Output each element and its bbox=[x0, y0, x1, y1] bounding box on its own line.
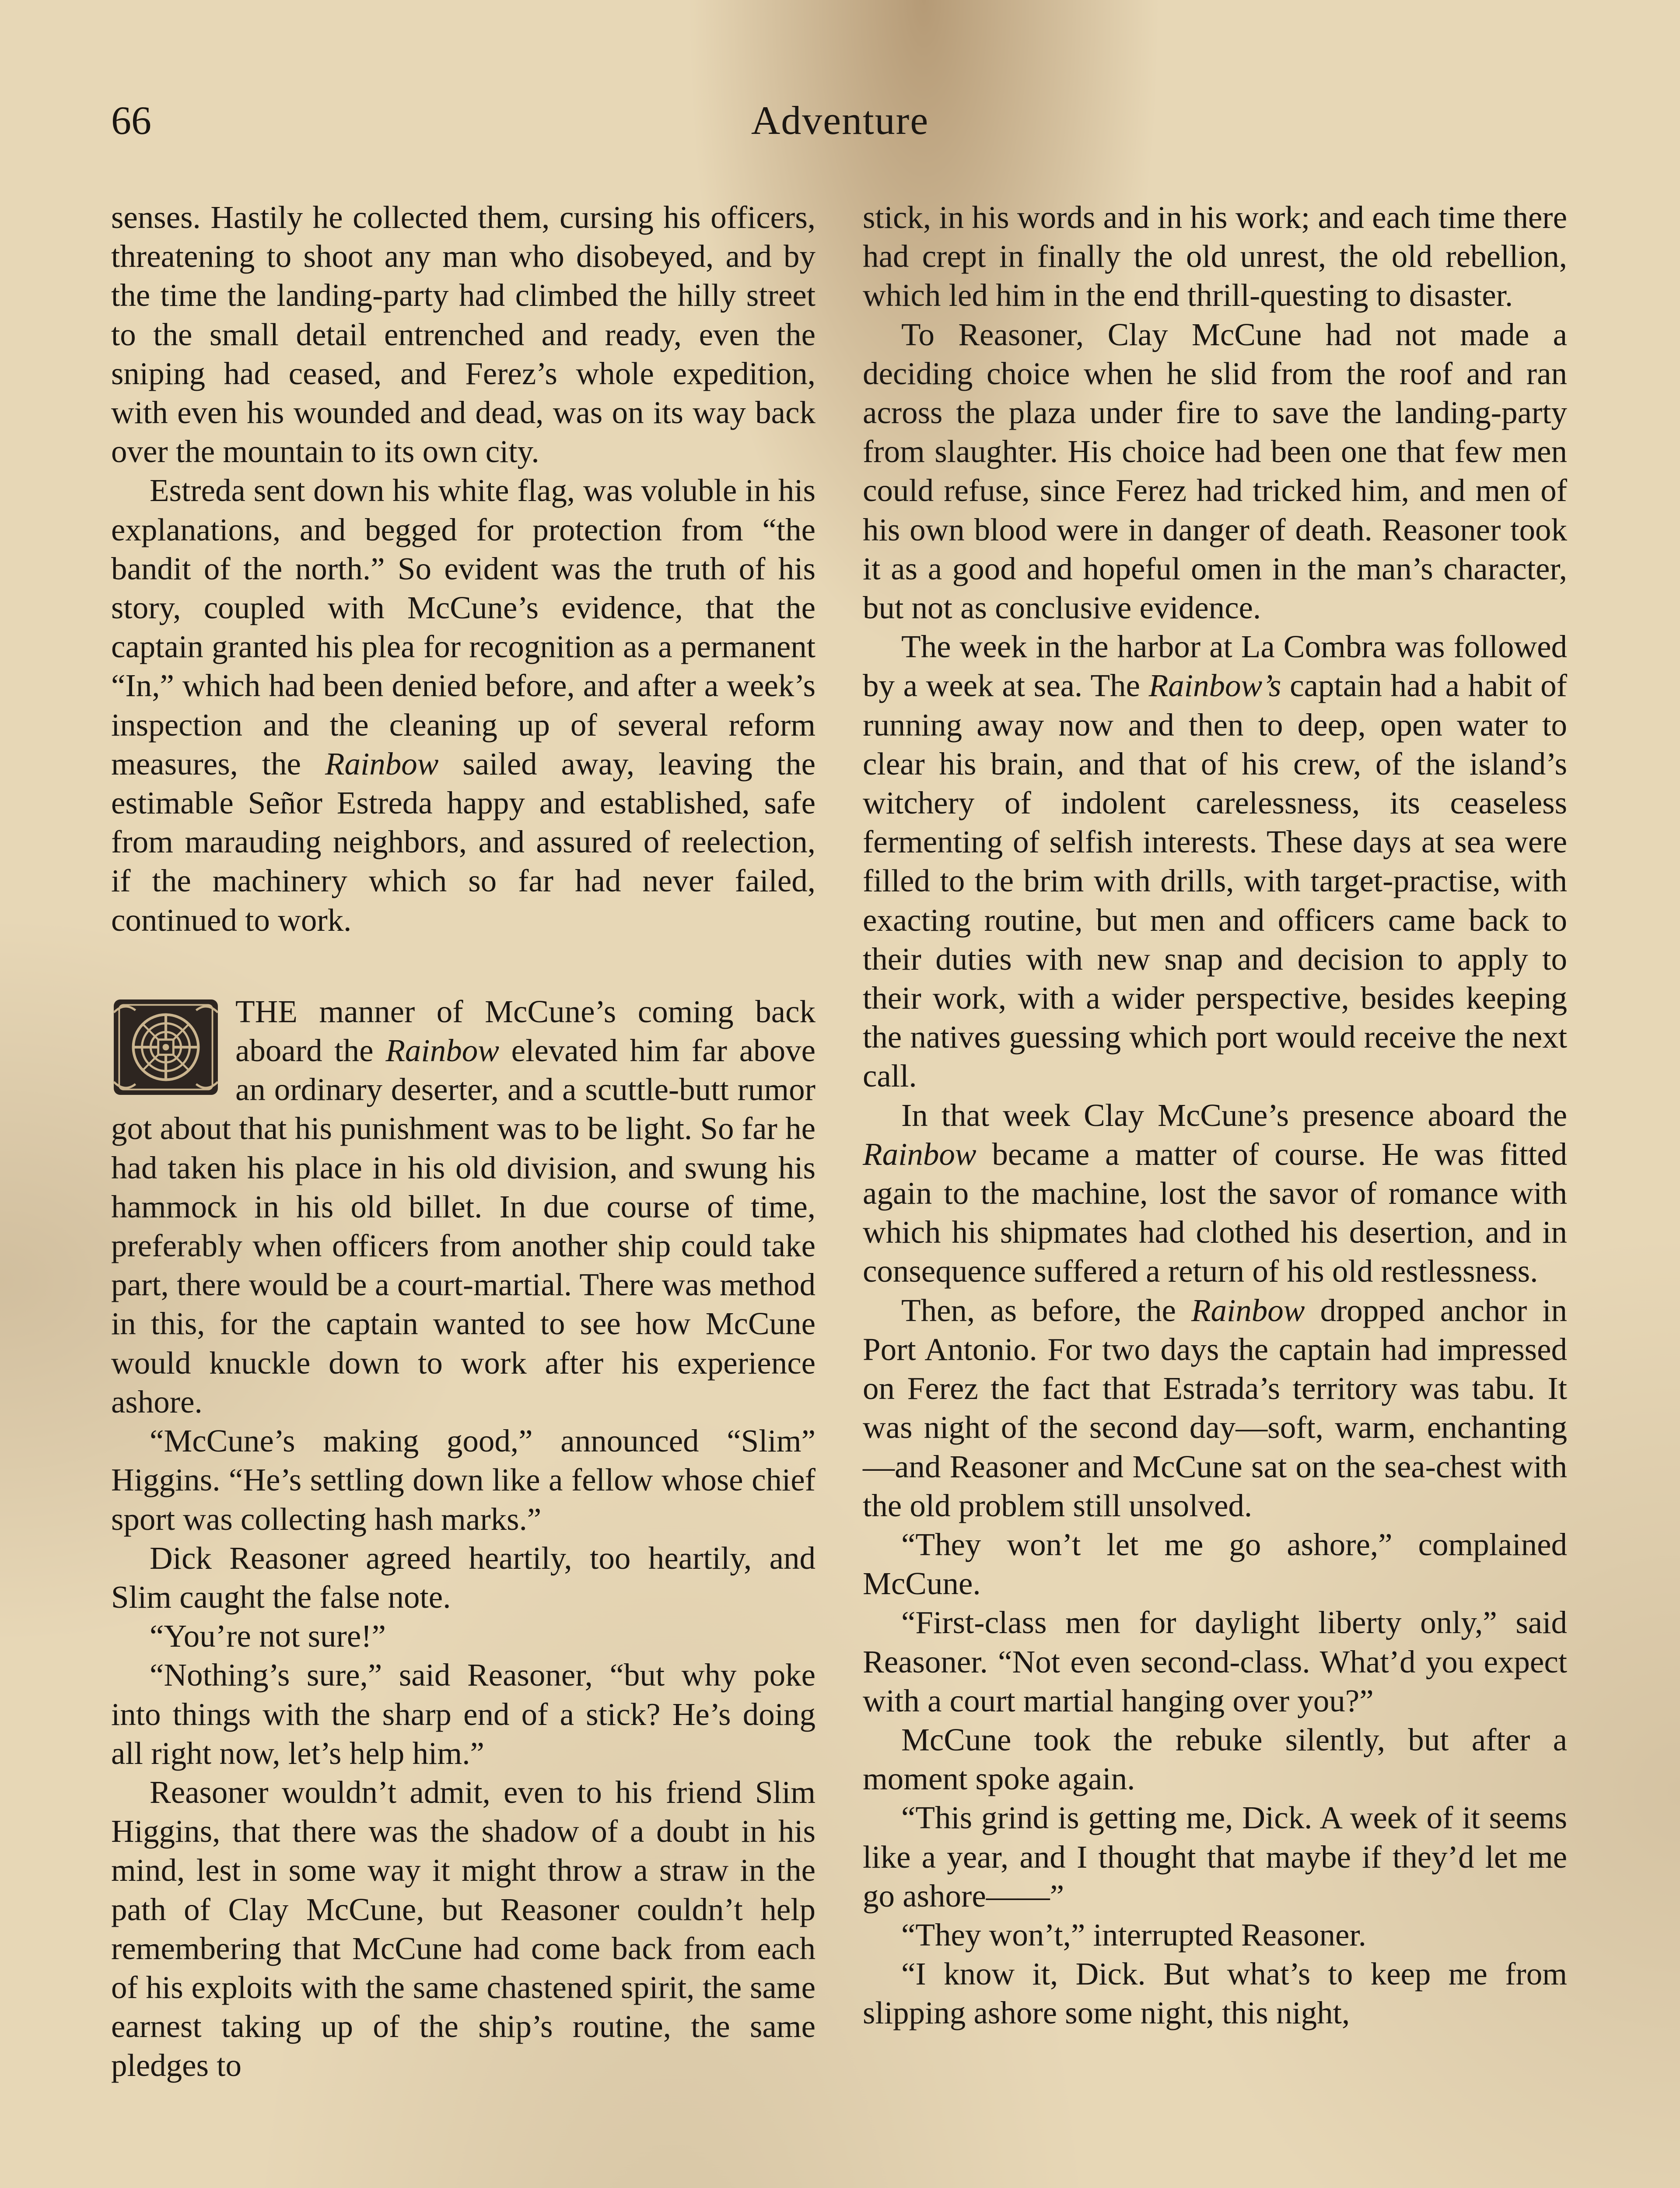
section-break bbox=[111, 940, 816, 992]
page-header bbox=[111, 94, 1569, 147]
paragraph: In that week Clay McCune’s presence aboard the Rainbow became a matter of course. He was fitted again to the machine, lost the savor of romance with which his shipmates had clothed his desertion, and in consequence suffered a return of his old restlessness. bbox=[863, 1097, 1568, 1289]
ship-name: Rainbow bbox=[385, 1033, 499, 1069]
paragraph: “They won’t let me go ashore,” complained McCune. bbox=[863, 1526, 1567, 1602]
ship-name: Rainbow bbox=[863, 1136, 976, 1172]
paragraph: Estreda sent down his white flag, was voluble in his explanations, and begged for protection from “the bandit of the north.” So evident was the truth of his story, coupled with McCune’s evidence, that the captain granted his plea for recognition as a permanent “In,” which had been denied before, and after a week’s inspection and the cleaning up of several reform measures, the Rainbow sailed away, leaving the estimable Señor Estreda happy and established, safe from marauding neighbors, and assured of reelection, if the machinery which so far had never failed, continued to work. bbox=[111, 473, 816, 938]
running-title: Adventure bbox=[751, 98, 929, 143]
paragraph: senses. Hastily he collected them, cursing his officers, threatening to shoot any man who disobeyed, and by the time the landing-party had climbed the hilly street to the small detail entrenched and ready, even the sniping had ceased, and Ferez’s whole expedition, with even his wounded and dead, was on its way back over the mountain to its own city. bbox=[111, 200, 816, 470]
ship-name: Rainbow bbox=[1191, 1292, 1305, 1328]
paragraph: Then, as before, the Rainbow dropped anchor in Port Antonio. For two days the captain had impressed on Ferez the fact that Estrada’s territory was tabu. It was night of the second day—soft, warm, enchanting—and Reasoner and McCune sat on the sea-chest with the old problem still unsolved. bbox=[863, 1292, 1568, 1523]
right-column bbox=[863, 198, 1567, 2033]
paragraph: “This grind is getting me, Dick. A week of it seems like a year, and I thought that maybe if they’d let me go ashore——” bbox=[863, 1800, 1567, 1914]
left-column bbox=[111, 198, 816, 2085]
paragraph: stick, in his words and in his work; and each time there had crept in finally the old unrest, the old rebellion, which led him in the end thrill-questing to disaster. bbox=[863, 200, 1567, 313]
paragraph: “I know it, Dick. But what’s to keep me from slipping ashore some night, this night, bbox=[863, 1956, 1567, 2031]
paragraph: “You’re not sure!” bbox=[150, 1618, 386, 1654]
paragraph: “Nothing’s sure,” said Reasoner, “but why poke into things with the sharp end of a stick? He’s doing all right now, let’s help him.” bbox=[111, 1657, 816, 1771]
paragraph: THE manner of McCune’s coming back aboard the Rainbow elevated him far above an ordinary deserter, and a scuttle-butt rumor got about that his punishment was to be light. So far he had taken his place in his old division, and swung his hammock in his old billet. In due course of time, preferably when officers from another ship could take part, there would be a court-martial. There was method in this, for the captain wanted to see how McCune would knuckle down to work after his experience ashore. bbox=[111, 993, 816, 1420]
page-number: 66 bbox=[111, 98, 151, 143]
paragraph: McCune took the rebuke silently, but after a moment spoke again. bbox=[863, 1722, 1567, 1797]
paragraph: The week in the harbor at La Combra was followed by a week at sea. The Rainbow’s captain had a habit of running away now and then to deep, open water to clear his brain, and that of his crew, of the island’s witchery of indolent carelessness, its ceaseless fermenting of selfish interests. These days at sea were filled to the brim with drills, with target-practise, with exacting routine, but men and officers came back to their duties with new snap and decision to apply to their work, with a wider perspective, besides keeping the natives guessing which port would receive the next call. bbox=[863, 629, 1567, 1094]
paragraph: Dick Reasoner agreed heartily, too heartily, and Slim caught the false note. bbox=[111, 1540, 816, 1615]
paragraph: “They won’t,” interrupted Reasoner. bbox=[901, 1917, 1366, 1953]
ship-name: Rainbow’s bbox=[1148, 668, 1281, 704]
paragraph: “McCune’s making good,” announced “Slim” Higgins. “He’s settling down like a fellow whose chief sport was collecting hash marks.” bbox=[111, 1423, 816, 1537]
ship-name: Rainbow bbox=[325, 746, 439, 782]
celtic-knot-ornament-icon bbox=[111, 997, 220, 1097]
paragraph: “First-class men for daylight liberty only,” said Reasoner. “Not even second-class. What’d you expect with a court martial hanging over you?” bbox=[863, 1605, 1567, 1718]
paragraph: To Reasoner, Clay McCune had not made a deciding choice when he slid from the roof and ran across the plaza under fire to save the landing-party from slaughter. His choice had been one that few men could refuse, since Ferez had tricked him, and men of his own blood were in danger of death. Reasoner took it as a good and hopeful omen in the man’s character, but not as conclusive evidence. bbox=[863, 316, 1567, 626]
paragraph: Reasoner wouldn’t admit, even to his friend Slim Higgins, that there was the shadow of a doubt in his mind, lest in some way it might throw a straw in the path of Clay McCune, but Reasoner couldn’t help remembering that McCune had come back from each of his exploits with the same chastened spirit, the same earnest taking up of the ship’s routine, the same pledges to bbox=[111, 1774, 816, 2083]
